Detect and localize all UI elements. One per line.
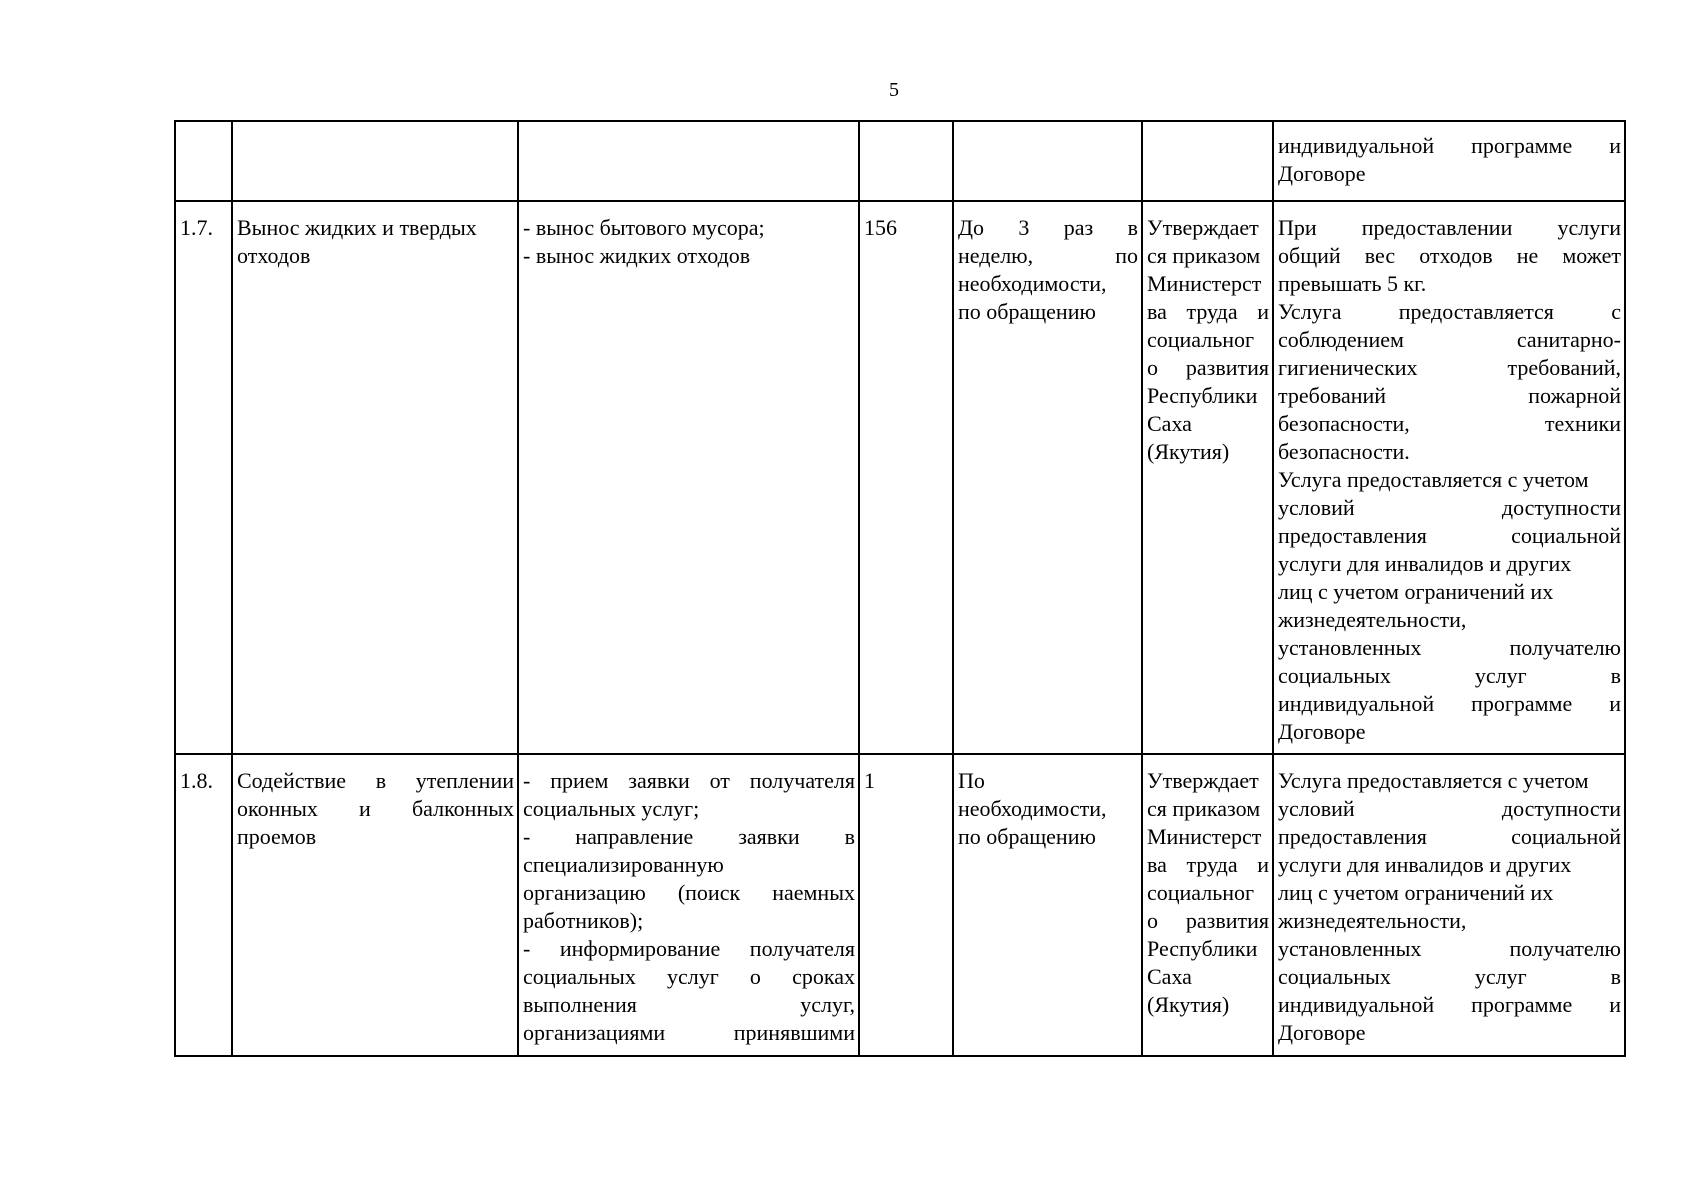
text-line: - вынос бытового мусора;: [523, 215, 765, 240]
text-line: ся приказом: [1147, 243, 1261, 268]
text-line: Вынос жидких и твердых: [237, 215, 477, 240]
text-line: Услуга предоставляется с учетом: [1278, 467, 1589, 492]
text-line: - информирование получателя: [523, 936, 855, 961]
text-line: - вынос жидких отходов: [523, 243, 751, 268]
text-line: Договоре: [1278, 161, 1366, 186]
volume-value: 1: [864, 768, 875, 793]
text-line: (Якутия): [1147, 439, 1230, 464]
text-line: Услуга предоставляется с учетом: [1278, 768, 1589, 793]
text-line: индивидуальной программе и: [1278, 133, 1621, 158]
text-line: лиц с учетом ограничений их: [1278, 579, 1554, 604]
cell-frequency: [953, 121, 1142, 201]
text-line: До 3 раз в: [958, 215, 1138, 240]
volume-value: 156: [864, 215, 897, 240]
text-line: (Якутия): [1147, 992, 1230, 1017]
text-line: При предоставлении услуги: [1278, 215, 1621, 240]
text-line: ва труда и: [1147, 299, 1269, 324]
text-line: оконных и балконных: [237, 796, 514, 821]
cell-service-content: [518, 754, 859, 1056]
text-line: жизнедеятельности,: [1278, 908, 1467, 933]
cell-service-name: [232, 754, 518, 1056]
text-line: - прием заявки от получателя: [523, 768, 855, 793]
text-line: лиц с учетом ограничений их: [1278, 880, 1554, 905]
text-line: социальных услуг о сроках: [523, 964, 855, 989]
text-line: условий доступности: [1278, 796, 1621, 821]
text-line: предоставления социальной: [1278, 824, 1621, 849]
text-line: выполнения услуг,: [523, 992, 855, 1017]
text-line: социальных услуг в: [1278, 964, 1621, 989]
text-line: индивидуальной программе и: [1278, 691, 1621, 716]
text-line: По: [958, 768, 985, 793]
text-line: необходимости,: [958, 271, 1107, 296]
text-line: предоставления социальной: [1278, 523, 1621, 548]
text-line: о развития: [1147, 908, 1269, 933]
text-line: Саха: [1147, 964, 1192, 989]
text-line: услуги для инвалидов и других: [1278, 551, 1572, 576]
text-line: Содействие в утеплении: [237, 768, 514, 793]
cell-service-name: [232, 121, 518, 201]
text-line: неделю, по: [958, 243, 1138, 268]
text-line: Республики: [1147, 383, 1258, 408]
text-line: гигиенических требований,: [1278, 355, 1621, 380]
table-row: [175, 121, 1625, 201]
text-line: соблюдением санитарно-: [1278, 327, 1621, 352]
cell-cost: [1142, 201, 1273, 754]
cell-conditions: [1273, 754, 1625, 1056]
text-line: по обращению: [958, 299, 1096, 324]
text-line: индивидуальной программе и: [1278, 992, 1621, 1017]
text-line: по обращению: [958, 824, 1096, 849]
text-line: Утверждает: [1147, 215, 1259, 240]
text-line: безопасности.: [1278, 439, 1410, 464]
text-line: жизнедеятельности,: [1278, 607, 1467, 632]
text-line: - направление заявки в: [523, 824, 855, 849]
text-line: общий вес отходов не может: [1278, 243, 1621, 268]
cell-service-name: [232, 201, 518, 754]
text-line: Министерст: [1147, 824, 1262, 849]
text-line: социальных услуг в: [1278, 663, 1621, 688]
cell-number: [175, 754, 232, 1056]
text-line: о развития: [1147, 355, 1269, 380]
table-row: [175, 201, 1625, 754]
text-line: ва труда и: [1147, 852, 1269, 877]
row-number: 1.8.: [180, 768, 213, 793]
text-line: установленных получателю: [1278, 936, 1621, 961]
cell-conditions: [1273, 201, 1625, 754]
cell-volume: [859, 754, 953, 1056]
text-line: социальных услуг;: [523, 796, 700, 821]
text-line: Договоре: [1278, 719, 1366, 744]
cell-number: [175, 121, 232, 201]
row-number: 1.7.: [180, 215, 213, 240]
text-line: услуги для инвалидов и других: [1278, 852, 1572, 877]
text-line: Утверждает: [1147, 768, 1259, 793]
text-line: организациями принявшими: [523, 1020, 855, 1045]
text-line: требований пожарной: [1278, 383, 1621, 408]
text-line: безопасности, техники: [1278, 411, 1621, 436]
text-line: социальног: [1147, 880, 1255, 905]
text-line: необходимости,: [958, 796, 1107, 821]
cell-number: [175, 201, 232, 754]
text-line: ся приказом: [1147, 796, 1261, 821]
cell-service-content: [518, 201, 859, 754]
text-line: Договоре: [1278, 1020, 1366, 1045]
cell-frequency: [953, 754, 1142, 1056]
text-line: организацию (поиск наемных: [523, 880, 855, 905]
cell-volume: [859, 201, 953, 754]
cell-service-content: [518, 121, 859, 201]
text-line: установленных получателю: [1278, 635, 1621, 660]
page-number: 5: [889, 79, 899, 101]
text-line: специализированную: [523, 852, 724, 877]
text-line: Республики: [1147, 936, 1258, 961]
services-table: [174, 120, 1626, 1057]
text-line: Саха: [1147, 411, 1192, 436]
table-row: [175, 754, 1625, 1056]
text-line: работников);: [523, 908, 644, 933]
text-line: Министерст: [1147, 271, 1262, 296]
cell-volume: [859, 121, 953, 201]
text-line: условий доступности: [1278, 495, 1621, 520]
text-line: отходов: [237, 243, 311, 268]
text-line: превышать 5 кг.: [1278, 271, 1427, 296]
text-line: социальног: [1147, 327, 1255, 352]
cell-cost: [1142, 121, 1273, 201]
text-line: Услуга предоставляется с: [1278, 299, 1621, 324]
cell-cost: [1142, 754, 1273, 1056]
cell-frequency: [953, 201, 1142, 754]
text-line: проемов: [237, 824, 317, 849]
cell-conditions: [1273, 121, 1625, 201]
